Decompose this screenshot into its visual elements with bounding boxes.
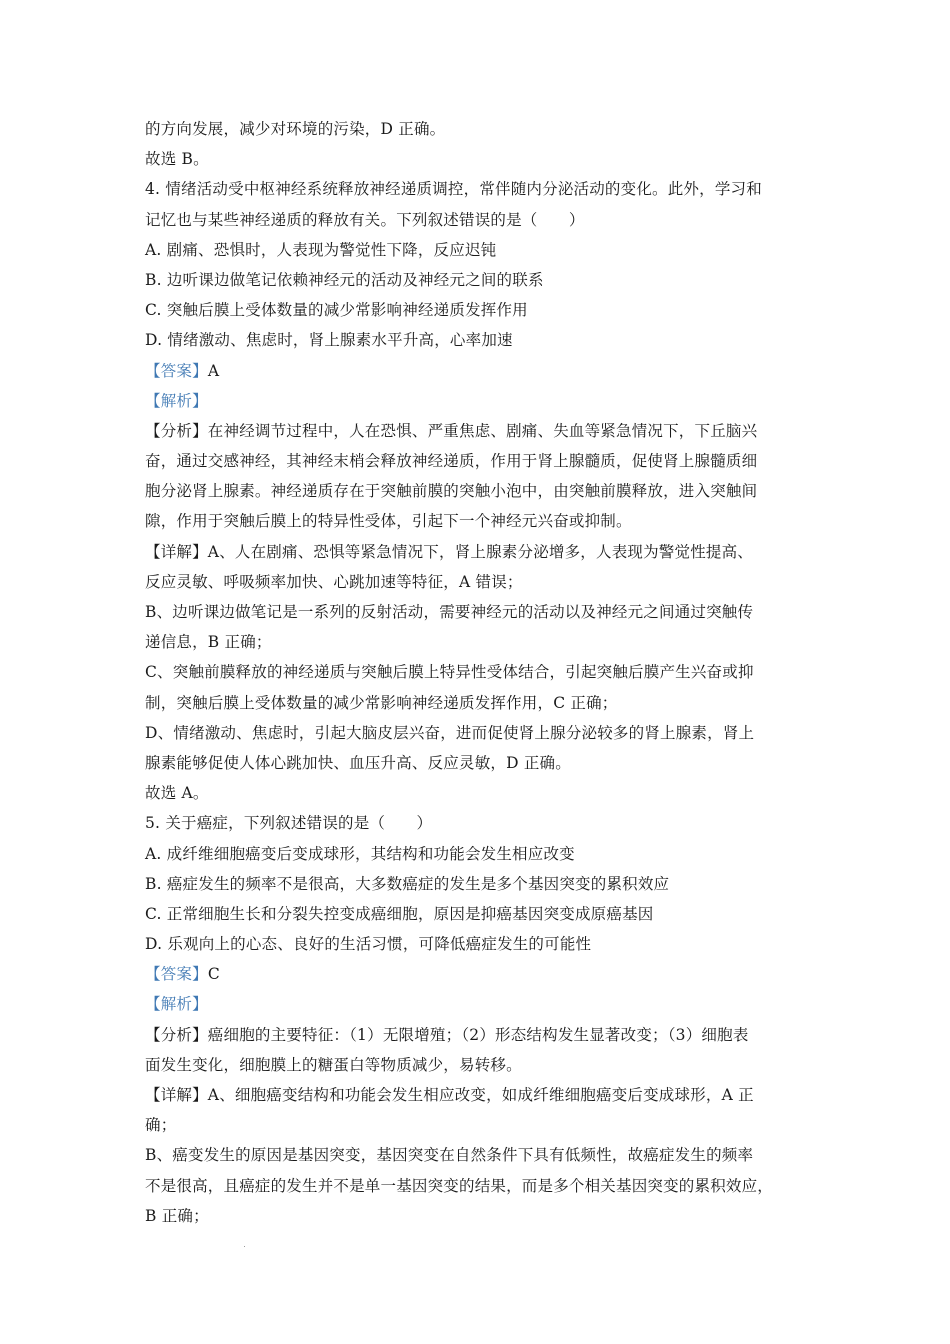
q4-detail-line: D、情绪激动、焦虑时，引起大脑皮层兴奋，进而促使肾上腺分泌较多的肾上腺素，肾上 [145,723,755,742]
q5-option-d: D. 乐观向上的心态、良好的生活习惯，可降低癌症发生的可能性 [145,935,592,954]
question-4 [145,174,810,808]
q5-answer [145,959,810,989]
explanation-label: 【解析】 [145,391,208,410]
q5-stem: 5. 关于癌症，下列叙述错误的是（ ） [145,814,433,833]
prev-conclusion: 故选 B。 [145,150,209,169]
q5-option-c: C. 正常细胞生长和分裂失控变成癌细胞，原因是抑癌基因突变成原癌基因 [145,904,654,923]
q5-detail-line: 不是很高，且癌症的发生并不是单一基因突变的结果，而是多个相关基因突变的累积效应， [145,1176,774,1195]
q4-detail-line: 【详解】A、人在剧痛、恐惧等紧急情况下，肾上腺素分泌增多，人表现为警觉性提高、 [145,542,753,561]
q5-explanation-heading [145,989,810,1019]
q5-analysis-line: 【分析】癌细胞的主要特征：（1）无限增殖；（2）形态结构发生显著改变；（3）细胞表 [145,1025,749,1044]
q4-option-c: C. 突触后膜上受体数量的减少常影响神经递质发挥作用 [145,301,528,320]
q5-detail-line: 【详解】A、细胞癌变结构和功能会发生相应改变，如成纤维细胞癌变后变成球形，A 正 [145,1086,754,1104]
question-5 [145,808,810,1231]
scan-artifact-dot [244,1246,245,1247]
q4-detail-line: 制，突触后膜上受体数量的减少常影响神经递质发挥作用，C 正确； [145,693,618,712]
q4-analysis-line: 隙，作用于突触后膜上的特异性受体，引起下一个神经元兴奋或抑制。 [145,512,632,531]
answer-value: C [207,965,220,984]
q4-conclusion: 故选 A。 [145,784,209,803]
q4-option-d: D. 情绪激动、焦虑时，肾上腺素水平升高，心率加速 [145,331,513,350]
q5-analysis-line: 面发生变化，细胞膜上的糖蛋白等物质减少，易转移。 [145,1055,522,1074]
q5-detail-line: B 正确； [145,1206,209,1225]
q4-analysis-line: 奋，通过交感神经，其神经末梢会释放神经递质，作用于肾上腺髓质，促使肾上腺髓质细 [145,452,758,471]
q4-analysis-line: 【分析】在神经调节过程中，人在恐惧、严重焦虑、剧痛、失血等紧急情况下，下丘脑兴 [145,421,758,440]
q4-explanation-heading [145,386,810,416]
q5-detail-line: B、癌变发生的原因是基因突变，基因突变在自然条件下具有低频性，故癌症发生的频率 [145,1146,754,1165]
q5-option-b: B. 癌症发生的频率不是很高，大多数癌症的发生是多个基因突变的累积效应 [145,874,670,893]
q4-detail-line: B、边听课边做笔记是一系列的反射活动，需要神经元的活动以及神经元之间通过突触传 [145,603,754,621]
q4-stem-line-2: 记忆也与某些神经递质的释放有关。下列叙述错误的是（ ） [145,210,585,229]
answer-label: 【答案】 [145,965,208,984]
q4-stem-line-1: 4. 情绪活动受中枢神经系统释放神经递质调控，常伴随内分泌活动的变化。此外，学习和 [145,180,762,199]
q5-detail-line: 确； [145,1116,177,1135]
prev-explanation-line: 的方向发展，减少对环境的污染，D 正确。 [145,120,446,138]
q4-option-b: B. 边听课边做笔记依赖神经元的活动及神经元之间的联系 [145,270,544,289]
q4-detail-line: 反应灵敏、呼吸频率加快、心跳加速等特征，A 错误； [145,572,523,591]
document-page [145,114,810,1231]
answer-label: 【答案】 [145,361,208,380]
q4-detail-line: 递信息，B 正确； [145,633,272,652]
answer-value: A [207,361,220,380]
q5-option-a: A. 成纤维细胞癌变后变成球形，其结构和功能会发生相应改变 [145,844,575,863]
q4-analysis-line: 胞分泌肾上腺素。神经递质存在于突触前膜的突触小泡中，由突触前膜释放，进入突触间 [145,482,758,501]
explanation-label: 【解析】 [145,995,208,1014]
q4-answer [145,356,810,386]
q4-detail-line: 腺素能够促使人体心跳加快、血压升高、反应灵敏，D 正确。 [145,753,571,772]
q4-option-a: A. 剧痛、恐惧时，人表现为警觉性下降，反应迟钝 [145,240,497,259]
q4-detail-line: C、突触前膜释放的神经递质与突触后膜上特异性受体结合，引起突触后膜产生兴奋或抑 [145,663,754,682]
